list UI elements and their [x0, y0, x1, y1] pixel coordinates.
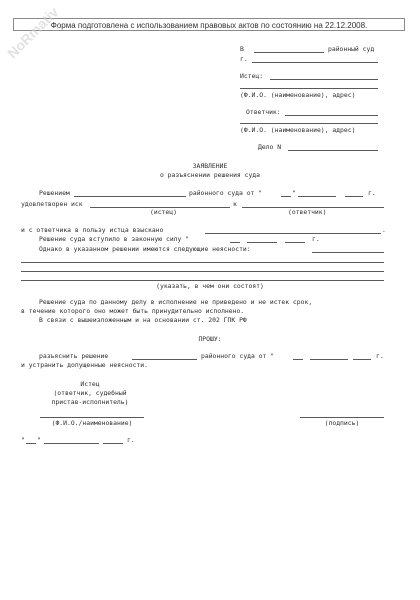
p3-text: Однако в указанном решении имеются следующие неясности: — [39, 245, 251, 253]
date-day-blank[interactable] — [26, 443, 36, 444]
defendant-details-hint: (Ф.И.О. (наименование), адрес) — [240, 126, 356, 134]
case-number-blank[interactable] — [288, 150, 378, 151]
p3-blank-4[interactable] — [21, 280, 384, 281]
p2-text: Решение суда вступило в законную силу " — [39, 235, 190, 243]
request-year-blank[interactable] — [353, 359, 371, 360]
p1-start: Решением — [39, 189, 70, 197]
p1-quote: " — [292, 189, 296, 197]
p4-line2: в течение которого оно может быть принудительно исполнено. — [21, 307, 245, 315]
signer-role-l1: Истец — [80, 380, 100, 388]
court-city-label: г. — [240, 55, 248, 63]
date-month-blank[interactable] — [44, 443, 99, 444]
request-heading: ПРОШУ: — [198, 335, 222, 343]
plaintiff-label: Истец: — [240, 72, 264, 80]
request-l1-start: разъяснить решение — [39, 352, 109, 360]
p1-line3-end: . — [382, 226, 386, 234]
court-name-blank[interactable] — [254, 52, 324, 53]
case-label: Дело N — [258, 143, 282, 151]
court-city-blank[interactable] — [252, 62, 378, 63]
request-line2: и устранить допущенные неясности. — [21, 361, 148, 369]
document-title: ЗАЯВЛЕНИЕ — [192, 162, 228, 170]
p2-year-label: г. — [312, 235, 320, 243]
p3-hint: (указать, в чем они состоят) — [156, 282, 264, 290]
date-year-label: г. — [127, 436, 135, 444]
plaintiff-blank-2[interactable] — [240, 88, 378, 89]
p1-year-blank[interactable] — [345, 196, 363, 197]
legal-notice-banner: Форма подготовлена с использованием правовых актов по состоянию на 22.12.2008. — [13, 18, 405, 31]
signature-hint: (подпись) — [324, 419, 360, 427]
p5-text: В связи с вышеизложенным и на основании ст. 202 ГПК РФ — [39, 316, 247, 324]
request-l1-mid: районного суда от " — [201, 352, 275, 360]
plaintiff-details-hint: (Ф.И.О. (наименование), адрес) — [240, 91, 356, 99]
date-open-quote: " — [21, 436, 25, 444]
watermark: NoRmativ — [4, 3, 62, 62]
request-court-blank[interactable] — [132, 359, 197, 360]
p1-under-plaintiff: (истец) — [150, 208, 177, 216]
court-suffix: районный суд — [328, 45, 375, 53]
request-day-blank[interactable] — [293, 359, 303, 360]
p3-blank-1[interactable] — [312, 252, 384, 253]
court-prefix: В — [240, 45, 244, 53]
p4-line1: Решение суда по данному делу в исполнение не приведено и не истек срок, — [39, 298, 313, 306]
p1-year-label: г. — [368, 189, 376, 197]
signer-role-l3: пристав-исполнитель) — [51, 398, 129, 406]
plaintiff-blank[interactable] — [270, 79, 378, 80]
p1-mid: районного суда от " — [189, 189, 263, 197]
p1-line3: и с ответчика в пользу истца взыскано — [21, 226, 164, 234]
signer-role-l2: (ответчик, судебный — [53, 389, 127, 397]
document-subtitle: о разъяснении решения суда — [159, 171, 261, 179]
signature-blank[interactable] — [300, 417, 384, 418]
p2-month-blank[interactable] — [247, 242, 277, 243]
p3-blank-2[interactable] — [21, 262, 384, 263]
p1-line2-start: удовлетворен иск — [21, 200, 83, 208]
request-month-blank[interactable] — [310, 359, 348, 360]
p1-month-blank[interactable] — [298, 196, 336, 197]
request-year-label: г. — [376, 352, 384, 360]
date-close-quote: " — [37, 436, 41, 444]
signer-name-hint: (Ф.И.О./наименование) — [51, 419, 133, 427]
p3-blank-3[interactable] — [21, 271, 384, 272]
p1-k: к — [233, 200, 237, 208]
defendant-label: Ответчик: — [246, 108, 281, 116]
p2-year-blank[interactable] — [285, 242, 305, 243]
defendant-blank-2[interactable] — [240, 123, 378, 124]
p2-day-blank[interactable] — [230, 242, 240, 243]
defendant-blank[interactable] — [285, 115, 378, 116]
p1-amount-blank[interactable] — [205, 233, 381, 234]
date-year-blank[interactable] — [103, 443, 123, 444]
p1-under-defendant: (ответчик) — [288, 208, 327, 216]
p1-court-blank[interactable] — [74, 196, 186, 197]
signer-name-blank[interactable] — [40, 417, 144, 418]
p1-day-blank[interactable] — [281, 196, 291, 197]
